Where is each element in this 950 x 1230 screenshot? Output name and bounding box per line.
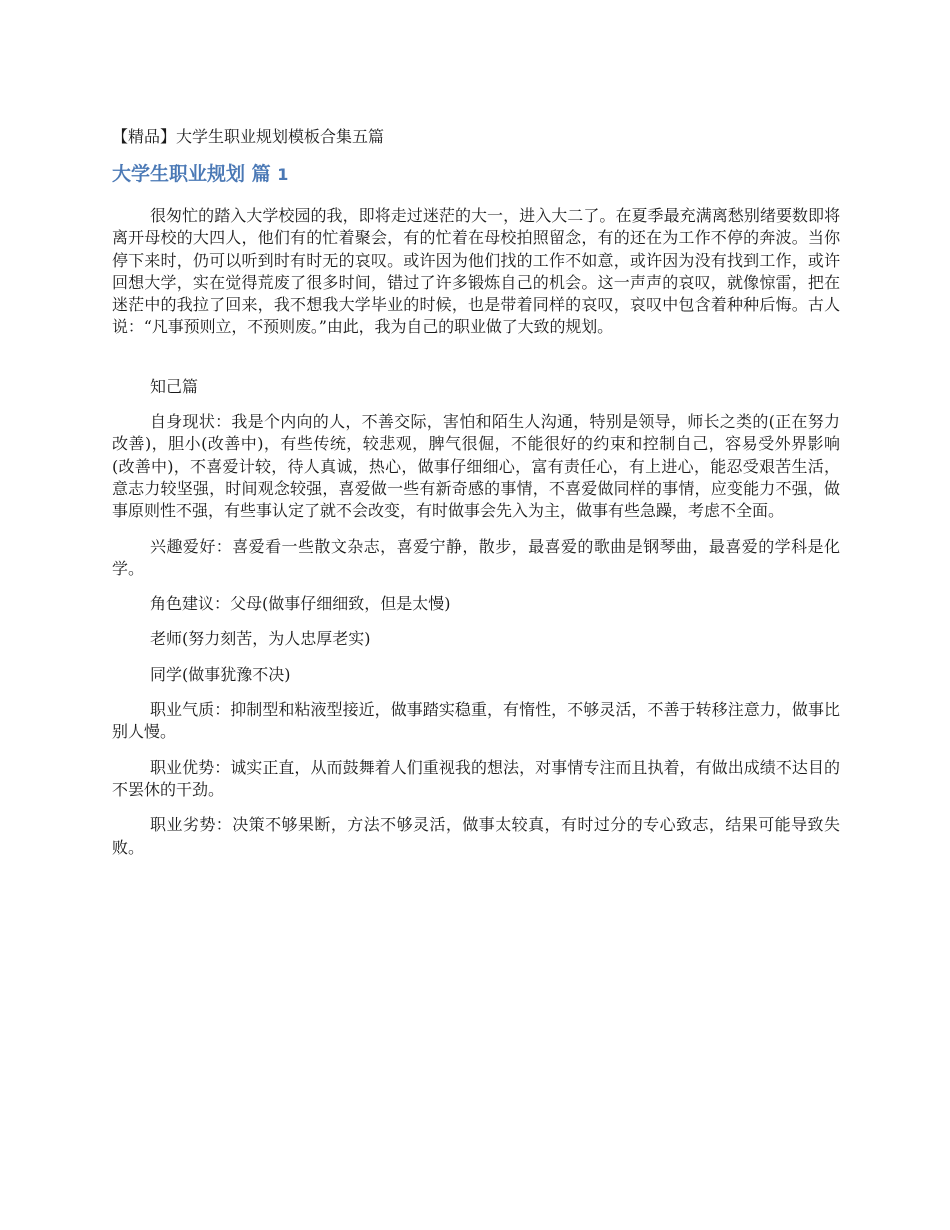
- paragraph-career-weaknesses: 职业劣势：决策不够果断，方法不够灵活，做事太较真，有时过分的专心致志，结果可能导致失败。: [112, 815, 840, 857]
- paragraph-role-advice-teachers: 老师(努力刻苦，为人忠厚老实): [150, 629, 371, 649]
- paragraph-career-strengths: 职业优势：诚实正直，从而鼓舞着人们重视我的想法，对事情专注而且执着，有做出成绩不达目的不罢休的干劲。: [112, 757, 840, 799]
- section-heading-number: 1: [277, 165, 289, 184]
- document-title: 【精品】大学生职业规划模板合集五篇: [112, 127, 385, 146]
- paragraph-role-advice-classmates: 同学(做事犹豫不决): [150, 664, 291, 684]
- section-heading-text: 大学生职业规划 篇: [112, 163, 271, 185]
- subsection-label-know-yourself: 知己篇: [150, 376, 199, 396]
- paragraph-current-status: 自身现状：我是个内向的人，不善交际，害怕和陌生人沟通，特别是领导，师长之类的(正在努力改善)，胆小(改善中)，有些传统，较悲观，脾气很倔，不能很好的约束和控制自己，容易受外界影响(改善中)，不喜爱计较，待人真诚，热心，做事仔细细心，富有责任心，有上进心，能忍受艰苦生活，意志力较坚强，时间观念较强，喜爱做一些有新奇感的事情，不喜爱做同样的事情，应变能力不强，做事原则性不强，有些事认定了就不会改变，有时做事会先入为主，做事有些急躁，考虑不全面。: [112, 412, 840, 521]
- intro-paragraph: 很匆忙的踏入大学校园的我，即将走过迷茫的大一，进入大二了。在夏季最充满离愁别绪要数即将离开母校的大四人，他们有的忙着聚会，有的忙着在母校拍照留念，有的还在为工作不停的奔波。当你停下来时，仍可以听到时有时无的哀叹。或许因为他们找的工作不如意，或许因为没有找到工作，或许回想大学，实在觉得荒废了很多时间，错过了许多锻炼自己的机会。这一声声的哀叹，就像惊雷，把在迷茫中的我拉了回来，我不想我大学毕业的时候，也是带着同样的哀叹，哀叹中包含着种种后悔。古人说：“凡事预则立，不预则废。”由此，我为自己的职业做了大致的规划。: [112, 206, 840, 337]
- section-heading: [112, 160, 840, 189]
- paragraph-role-advice-parents: 角色建议：父母(做事仔细细致，但是太慢): [150, 594, 451, 614]
- paragraph-interests: 兴趣爱好：喜爱看一些散文杂志，喜爱宁静，散步，最喜爱的歌曲是钢琴曲，最喜爱的学科是化学。: [112, 536, 840, 578]
- paragraph-career-temperament: 职业气质：抑制型和粘液型接近，做事踏实稳重，有惰性，不够灵活，不善于转移注意力，做事比别人慢。: [112, 700, 840, 742]
- paragraph-spacer: [112, 352, 840, 376]
- document-page: [112, 124, 840, 872]
